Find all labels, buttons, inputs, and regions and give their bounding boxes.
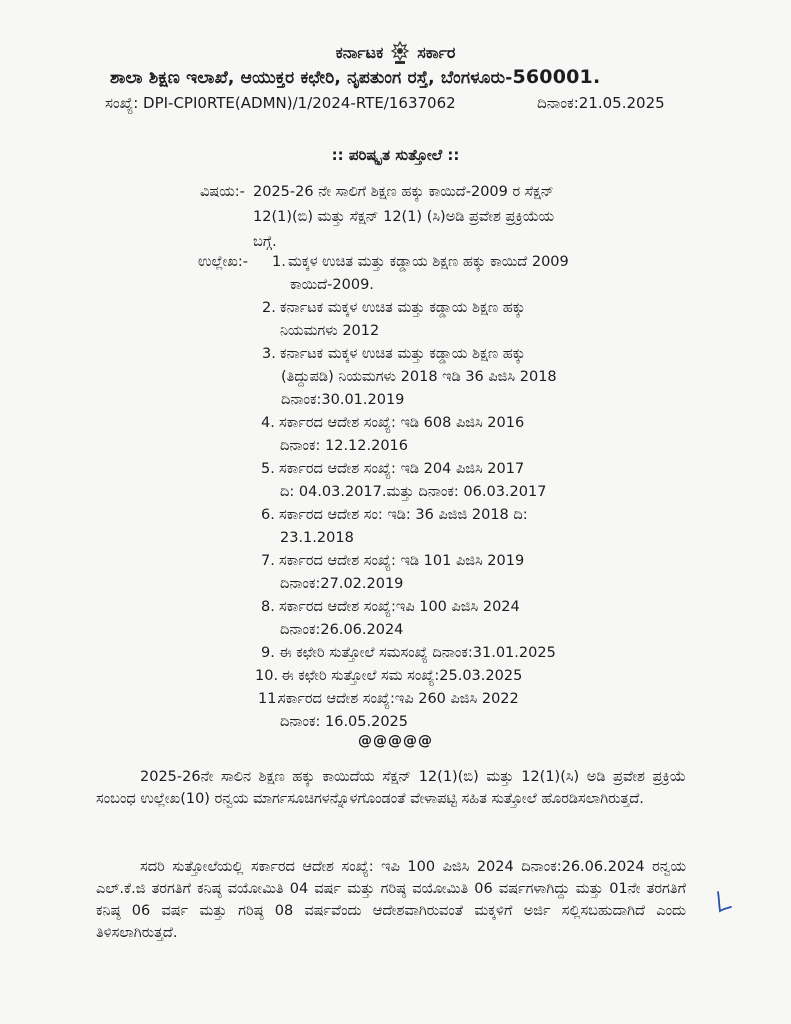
reference-item-number: 9. [261,645,275,661]
reference-item-number: 5. [261,461,275,477]
references-label: ಉಲ್ಲೇಖ:- [198,254,248,270]
reference-item-line: ಸರ್ಕಾರದ ಆದೇಶ ಸಂಖ್ಯೆ: ಇಡಿ 101 ಪಿಜಿಸಿ 2019 [279,553,525,569]
subject-line: 2025-26 ನೇ ಸಾಲಿಗೆ ಶಿಕ್ಷಣ ಹಕ್ಕು ಕಾಯಿದೆ-2009 ರ ಸೆಕ್ಷನ್ [253,184,554,200]
reference-item-line: ಕಾಯಿದೆ-2009. [290,277,374,293]
header-karnataka: ಕರ್ನಾಟಕ [335,43,384,62]
government-header [0,40,791,66]
reference-item-line: ಕರ್ನಾಟಕ ಮಕ್ಕಳ ಉಚಿತ ಮತ್ತು ಕಡ್ಡಾಯ ಶಿಕ್ಷಣ ಹಕ್ಕು [280,300,526,316]
pincode: 560001. [512,66,601,88]
reference-item-line: ದಿನಾಂಕ:30.01.2019 [281,392,405,408]
reference-item-line: ದಿನಾಂಕ:26.06.2024 [280,622,404,638]
reference-item-number: 10. [255,668,279,684]
reference-item-line: ದಿನಾಂಕ: 12.12.2016 [280,438,409,454]
reference-item-line: ಸರ್ಕಾರದ ಆದೇಶ ಸಂ: ಇಡಿ: 36 ಪಿಜಿಜಿ 2018 ದಿ: [279,507,528,523]
circular-date: ದಿನಾಂಕ:21.05.2025 [537,94,665,112]
reference-item-number: 11. [258,691,282,707]
state-emblem-icon [389,40,411,66]
reference-item-number: 7. [261,553,275,569]
reference-item-line: ನಿಯಮಗಳು 2012 [280,323,380,339]
reference-item-line: ಕರ್ನಾಟಕ ಮಕ್ಕಳ ಉಚಿತ ಮತ್ತು ಕಡ್ಡಾಯ ಶಿಕ್ಷಣ ಹಕ್ಕು [280,346,526,362]
reference-item-line: ದಿನಾಂಕ:27.02.2019 [280,576,404,592]
subject-line: 12(1)(ಬಿ) ಮತ್ತು ಸೆಕ್ಷನ್ 12(1) (ಸಿ)ಅಡಿ ಪ್ರವೇಶ ಪ್ರಕ್ರಿಯೆಯ [253,209,555,225]
subject-line: ಬಗ್ಗೆ. [253,234,277,250]
header-government: ಸರ್ಕಾರ [417,43,456,62]
reference-item-line: ದಿ: 04.03.2017.ಮತ್ತು ದಿನಾಂಕ: 06.03.2017 [280,484,547,500]
reference-number: ಸಂಖ್ಯೆ: DPI-CPI0RTE(ADMN)/1/2024-RTE/1637062 [105,94,456,112]
body-paragraph: 2025-26ನೇ ಸಾಲಿನ ಶಿಕ್ಷಣ ಹಕ್ಕು ಕಾಯಿದೆಯ ಸೆಕ್ಷನ್ 12(1)(ಬಿ) ಮತ್ತು 12(1)(ಸಿ) ಅಡಿ ಪ್ರವೇಶ ಪ್ರಕ್ರಿಯೆ ಸಂಬಂಧ ಉಲ್ಲೇಖ(10) ರನ್ವಯ ಮಾರ್ಗಸೂಚಿಗಳನ್ನೊಳಗೊಂಡಂತೆ ವೇಳಾಪಟ್ಟಿ ಸಹಿತ ಸುತ್ತೋಲೆ ಹೊರಡಿಸಲಾಗಿರುತ್ತದೆ. [96,769,686,807]
reference-item-line: ಸರ್ಕಾರದ ಆದೇಶ ಸಂಖ್ಯೆ:ಇಪಿ 260 ಪಿಜಿಸಿ 2022 [278,691,519,707]
department-line: ಶಾಲಾ ಶಿಕ್ಷಣ ಇಲಾಖೆ, ಆಯುಕ್ತರ ಕಛೇರಿ, ನೃಪತುಂಗ ರಸ್ತೆ, ಬೆಂಗಳೂರು- [110,68,513,88]
reference-item-number: 6. [261,507,275,523]
pen-tick-mark-icon [713,890,733,914]
reference-item-number: 1. [272,254,286,270]
reference-item-line: ಮಕ್ಕಳ ಉಚಿತ ಮತ್ತು ಕಡ್ಡಾಯ ಶಿಕ್ಷಣ ಹಕ್ಕು ಕಾಯಿದೆ 2009 [288,254,569,270]
section-separator: @@@@@ [358,733,433,749]
reference-item-line: ಸರ್ಕಾರದ ಆದೇಶ ಸಂಖ್ಯೆ: ಇಡಿ 204 ಪಿಜಿಸಿ 2017 [279,461,525,477]
reference-item-line: ದಿನಾಂಕ: 16.05.2025 [280,714,409,730]
reference-item-line: 23.1.2018 [280,530,354,546]
subject-label: ವಿಷಯ:- [200,184,245,200]
body-paragraph: ಸದರಿ ಸುತ್ತೋಲೆಯಲ್ಲಿ ಸರ್ಕಾರದ ಆದೇಶ ಸಂಖ್ಯೆ: ಇಪಿ 100 ಪಿಜಿಸಿ 2024 ದಿನಾಂಕ:26.06.2024 ರನ್ವಯ ಎಲ್.ಕೆ.ಜಿ ತರಗತಿಗೆ ಕನಿಷ್ಠ ವಯೋಮಿತಿ 04 ವರ್ಷ ಮತ್ತು ಗರಿಷ್ಠ ವಯೋಮಿತಿ 06 ವರ್ಷಗಳಾಗಿದ್ದು ಮತ್ತು 01ನೇ ತರಗತಿಗೆ ಕನಿಷ್ಠ 06 ವರ್ಷ ಮತ್ತು ಗರಿಷ್ಠ 08 ವರ್ಷವೆಂದು ಆದೇಶವಾಗಿರುವಂತೆ ಮಕ್ಕಳಿಗೆ ಅರ್ಜಿ ಸಲ್ಲಿಸಬಹುದಾಗಿದೆ ಎಂದು ತಿಳಿಸಲಾಗಿರುತ್ತದೆ. [96,859,686,941]
department-address [110,66,600,88]
reference-item-number: 3. [262,346,276,362]
reference-item-number: 4. [261,415,275,431]
reference-item-number: 8. [261,599,275,615]
reference-item-line: ಈ ಕಛೇರಿ ಸುತ್ತೋಲೆ ಸಮಸಂಖ್ಯೆ ದಿನಾಂಕ:31.01.2025 [279,645,556,661]
reference-item-number: 2. [262,300,276,316]
reference-item-line: (ತಿದ್ದುಪಡಿ) ನಿಯಮಗಳು 2018 ಇಡಿ 36 ಪಿಜಿಸಿ 2018 [281,369,557,385]
reference-item-line: ಸರ್ಕಾರದ ಆದೇಶ ಸಂಖ್ಯೆ:ಇಪಿ 100 ಪಿಜಿಸಿ 2024 [279,599,520,615]
document-title: :: ಪರಿಷ್ಕೃತ ಸುತ್ತೋಲೆ :: [331,146,460,164]
reference-item-line: ಈ ಕಛೇರಿ ಸುತ್ತೋಲೆ ಸಮ ಸಂಖ್ಯೆ:25.03.2025 [281,668,523,684]
reference-item-line: ಸರ್ಕಾರದ ಆದೇಶ ಸಂಖ್ಯೆ: ಇಡಿ 608 ಪಿಜಿಸಿ 2016 [279,415,525,431]
